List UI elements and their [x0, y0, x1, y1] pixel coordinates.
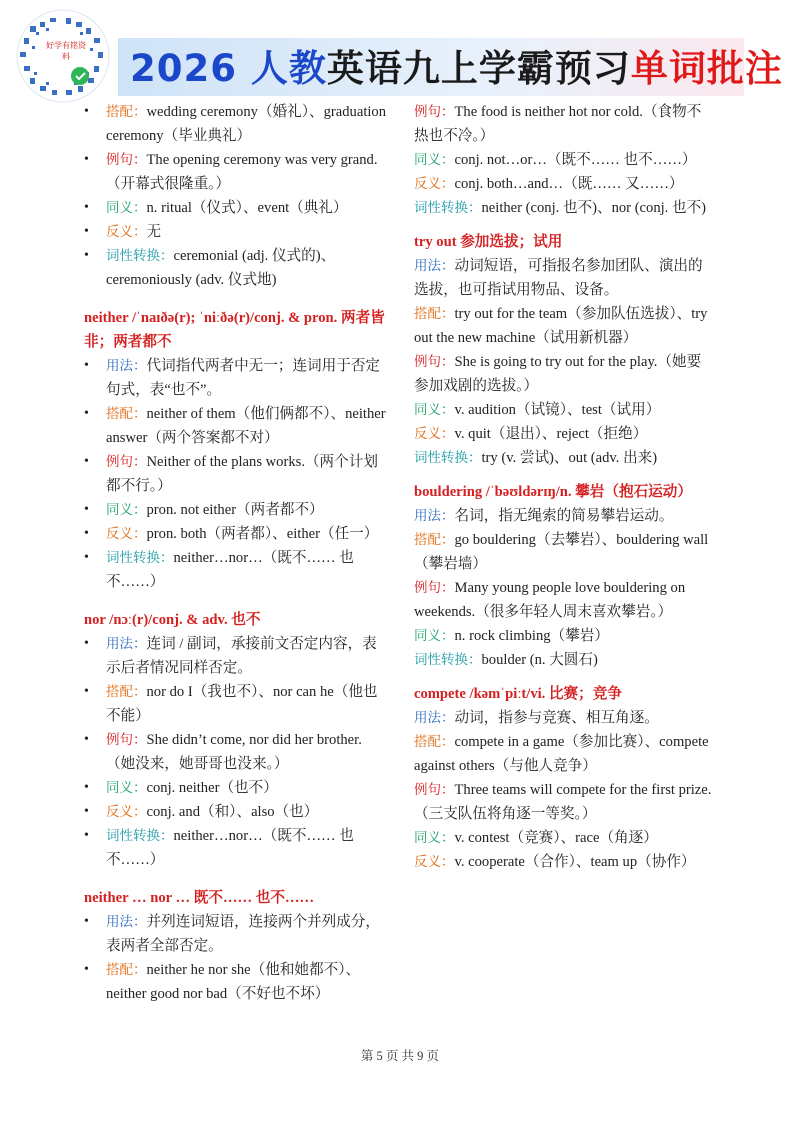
line-item: [414, 254, 714, 302]
list-item: [84, 402, 390, 450]
line-item: [414, 172, 714, 196]
entry-text: 动词短语，可指报名参加团队、演出的选拔，也可指试用物品、设备。: [414, 258, 703, 298]
synonym-label: 同义：: [414, 628, 455, 644]
list-item: [84, 824, 390, 872]
entry-ceremony: [84, 100, 390, 292]
entry-text: neither (conj. 也不)、nor (conj. 也不): [481, 200, 707, 216]
entry-text: 无: [146, 224, 162, 240]
collocation-label: 搭配：: [414, 532, 455, 548]
entry-text: n. ritual（仪式）、event（典礼）: [146, 200, 348, 216]
entry-text: Three teams will compete for the first prize.（三支队伍将角逐一等奖。）: [414, 782, 712, 822]
entry-text: ceremonial (adj. 仪式的)、ceremoniously (adv. 仪式地): [106, 248, 336, 288]
entry-text: neither…nor…（既不…… 也不……）: [106, 550, 354, 590]
synonym-label: 同义：: [414, 152, 455, 168]
line-item: [414, 422, 714, 446]
entry-text: 代词指代两者中无一；连词用于否定句式，表“也不”。: [106, 358, 381, 398]
example-label: 例句：: [414, 580, 455, 596]
entry-text: She is going to try out for the play.（她要参加戏剧的选拔。）: [414, 354, 702, 394]
list-item: [84, 522, 390, 546]
entry-text: neither…nor…（既不…… 也不……）: [106, 828, 354, 868]
antonym-label: 反义：: [106, 526, 147, 542]
entry-text: conj. and（和）、also（也）: [146, 804, 319, 820]
line-item: [414, 350, 714, 398]
word-heading: neither /ˈnaɪðə(r); ˈniːðə(r)/conj. & pron. 两者皆非；两者都不: [84, 310, 385, 350]
entry-bouldering: [414, 504, 714, 672]
entry-text: She didn’t come, nor did her brother.（她没来，她哥哥也没来。）: [106, 732, 362, 772]
antonym-label: 反义：: [106, 224, 147, 240]
entry-text: boulder (n. 大圆石): [481, 652, 598, 668]
collocation-label: 搭配：: [106, 684, 147, 700]
line-item: [414, 196, 714, 220]
example-label: 例句：: [106, 454, 147, 470]
list-item: [84, 958, 390, 1006]
entry-text: v. contest（竞赛）、race（角逐）: [454, 830, 658, 846]
entry-text: Neither of the plans works.（两个计划都不行。）: [106, 454, 378, 494]
entry-neither: [84, 354, 390, 594]
word-heading: neither … nor … 既不…… 也不……: [84, 890, 315, 906]
conversion-label: 词性转换：: [414, 450, 482, 466]
list-item: [84, 450, 390, 498]
antonym-label: 反义：: [414, 176, 455, 192]
list-item: [84, 354, 390, 402]
entry-text: conj. not…or…（既不…… 也不……）: [454, 152, 697, 168]
list-item: [84, 220, 390, 244]
line-item: [414, 100, 714, 148]
entry-text: Many young people love bouldering on weekends.（很多年轻人周末喜欢攀岩。）: [414, 580, 686, 620]
title-part1: 2026 人教: [130, 47, 327, 90]
entry-text: try (v. 尝试)、out (adv. 出来): [481, 450, 658, 466]
list-item: [84, 244, 390, 292]
line-item: [414, 730, 714, 778]
right-column: [414, 100, 714, 874]
synonym-label: 同义：: [414, 830, 455, 846]
qr-logo: [10, 6, 116, 106]
word-heading: nor /nɔː(r)/conj. & adv. 也不: [84, 612, 261, 628]
list-item: [84, 800, 390, 824]
line-item: [414, 576, 714, 624]
conversion-label: 词性转换：: [106, 550, 174, 566]
entry-text: 名词，指无绳索的简易攀岩运动。: [454, 508, 674, 524]
antonym-label: 反义：: [414, 426, 455, 442]
usage-label: 用法：: [414, 710, 455, 726]
entry-text: neither of them（他们俩都不）、neither answer（两个答案都不对）: [106, 406, 386, 446]
list-item: [84, 196, 390, 220]
title-part3: 单词批注: [630, 47, 783, 90]
example-label: 例句：: [106, 732, 147, 748]
entry-text: neither he nor she（他和她都不）、neither good nor bad（不好也不坏）: [106, 962, 361, 1002]
line-item: [414, 850, 714, 874]
usage-label: 用法：: [106, 914, 147, 930]
synonym-label: 同义：: [414, 402, 455, 418]
entry-nor: [84, 632, 390, 872]
usage-label: 用法：: [106, 358, 147, 374]
line-item: [414, 778, 714, 826]
collocation-label: 搭配：: [106, 962, 147, 978]
entry-text: compete in a game（参加比赛）、compete against others（与他人竞争）: [414, 734, 709, 774]
entry-compete: [414, 706, 714, 874]
entry-text: v. audition（试镜）、test（试用）: [454, 402, 661, 418]
list-item: [84, 546, 390, 594]
entry-text: pron. not either（两者都不）: [146, 502, 324, 518]
page-title: [130, 44, 783, 94]
example-label: 例句：: [414, 782, 455, 798]
entry-text: n. rock climbing（攀岩）: [454, 628, 609, 644]
word-heading: compete /kəmˈpiːt/vi. 比赛；竞争: [414, 686, 622, 702]
logo-text: 好学有铭资料: [46, 41, 86, 61]
antonym-label: 反义：: [414, 854, 455, 870]
conversion-label: 词性转换：: [106, 828, 174, 844]
line-item: [414, 528, 714, 576]
entry-text: try out for the team（参加队伍选拔）、try out the new machine（试用新机器）: [414, 306, 708, 346]
entry-text: v. cooperate（合作）、team up（协作）: [454, 854, 696, 870]
line-item: [414, 446, 714, 470]
collocation-label: 搭配：: [414, 306, 455, 322]
conversion-label: 词性转换：: [414, 200, 482, 216]
usage-label: 用法：: [414, 508, 455, 524]
left-column: [84, 100, 390, 1006]
line-item: [414, 706, 714, 730]
entry-text: The opening ceremony was very grand.（开幕式很隆重。）: [106, 152, 378, 192]
collocation-label: 搭配：: [106, 406, 147, 422]
collocation-label: 搭配：: [414, 734, 455, 750]
entry-text: 动词，指参与竞赛、相互角逐。: [454, 710, 659, 726]
list-item: [84, 910, 390, 958]
example-label: 例句：: [414, 354, 455, 370]
list-item: [84, 498, 390, 522]
entry-text: 并列连词短语，连接两个并列成分，表两者全部否定。: [106, 914, 381, 954]
example-label: 例句：: [106, 152, 147, 168]
entry-text: pron. both（两者都）、either（任一）: [146, 526, 379, 542]
word-heading: try out 参加选拔；试用: [414, 234, 563, 250]
conversion-label: 词性转换：: [106, 248, 174, 264]
entry-text: conj. neither（也不）: [146, 780, 278, 796]
line-item: [414, 504, 714, 528]
entry-text: go bouldering（去攀岩）、bouldering wall（攀岩墙）: [414, 532, 709, 572]
line-item: [414, 648, 714, 672]
usage-label: 用法：: [106, 636, 147, 652]
entry-text: conj. both…and…（既…… 又……）: [454, 176, 684, 192]
entry-try-out: [414, 254, 714, 470]
line-item: [414, 624, 714, 648]
entry-text: v. quit（退出）、reject（拒绝）: [454, 426, 648, 442]
entry-text: nor do I（我也不）、nor can he（他也不能）: [106, 684, 378, 724]
page-footer: 第 5 页 共 9 页: [360, 1049, 440, 1063]
list-item: [84, 100, 390, 148]
entry-text: wedding ceremony（婚礼）、graduation ceremony（毕业典礼）: [106, 104, 387, 144]
entry-text: The food is neither hot nor cold.（食物不热也不冷。）: [414, 104, 702, 144]
usage-label: 用法：: [414, 258, 455, 274]
collocation-label: 搭配：: [106, 104, 147, 120]
line-item: [414, 148, 714, 172]
line-item: [414, 826, 714, 850]
entry-neither-nor: [84, 910, 390, 1006]
line-item: [414, 398, 714, 422]
list-item: [84, 632, 390, 680]
entry-neither-continued: [414, 100, 714, 220]
conversion-label: 词性转换：: [414, 652, 482, 668]
antonym-label: 反义：: [106, 804, 147, 820]
example-label: 例句：: [414, 104, 455, 120]
synonym-label: 同义：: [106, 780, 147, 796]
list-item: [84, 728, 390, 776]
list-item: [84, 776, 390, 800]
synonym-label: 同义：: [106, 200, 147, 216]
line-item: [414, 302, 714, 350]
list-item: [84, 148, 390, 196]
synonym-label: 同义：: [106, 502, 147, 518]
word-heading: bouldering /ˈbəʊldərɪŋ/n. 攀岩（抱石运动）: [414, 484, 692, 500]
title-part2: 英语九上学霸预习: [326, 47, 631, 90]
list-item: [84, 680, 390, 728]
page-header: [0, 0, 800, 110]
entry-text: 连词 / 副词，承接前文否定内容，表示后者情况同样否定。: [106, 636, 377, 676]
